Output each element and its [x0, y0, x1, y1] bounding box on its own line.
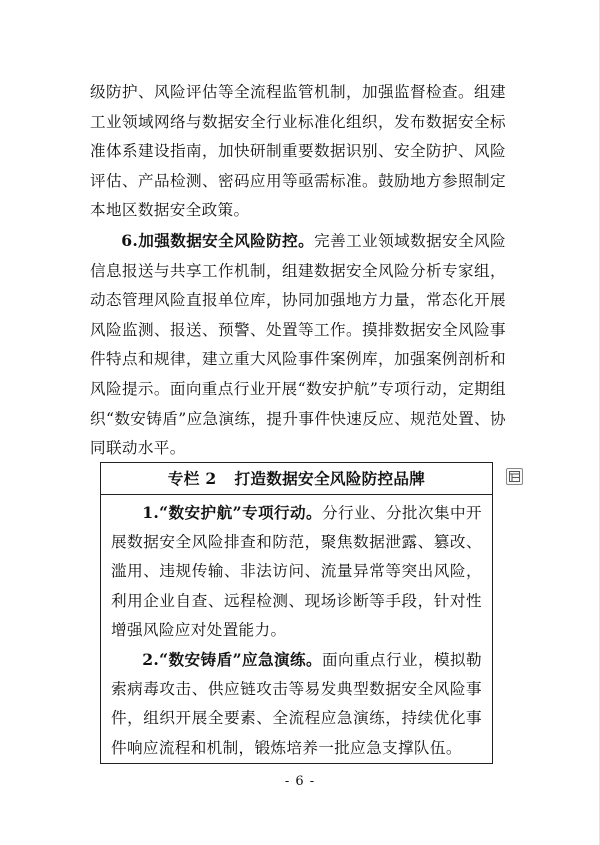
image-frame-icon-glyph	[509, 471, 520, 482]
page-number: - 6 -	[284, 774, 316, 789]
column-box-label: 专栏 2	[167, 469, 217, 488]
document-body	[90, 78, 506, 464]
body-paragraph-1: 级防护、风险评估等全流程监管机制，加强监督检查。组建工业领域网络与数据安全行业标准化组织，发布数据安全标准体系建设指南，加快研制重要数据识别、安全防护、风险评估、产品检测、密码应用等亟需标准。鼓励地方参照制定本地区数据安全政策。	[90, 83, 506, 220]
column-box	[100, 462, 493, 764]
image-frame-icon[interactable]	[506, 468, 523, 485]
section-heading-6: 6.加强数据安全风险防控。	[121, 230, 315, 250]
column-box-heading: 打造数据安全风险防控品牌	[234, 469, 426, 488]
column-item-1	[111, 498, 482, 645]
column-box-title	[101, 463, 492, 495]
column-item-1-text: 分行业、分批次集中开展数据安全风险排查和防范，聚焦数据泄露、篡改、滥用、违规传输、非法访问、流量异常等突出风险，利用企业自查、远程检测、现场诊断等手段，针对性增强风险应对处置能力。	[111, 504, 482, 639]
column-box-content	[101, 495, 492, 763]
section-text-6: 完善工业领域数据安全风险信息报送与共享工作机制，组建数据安全风险分析专家组，动态管理风险直报单位库，协同加强地方力量，常态化开展风险监测、报送、预警、处置等工作。摸排数据安全风险事件特点和规律，建立重大风险事件案例库，加强案例剖析和风险提示。面向重点行业开展“数安护航”专项行动，定期组织“数安铸盾”应急演练，提升事件快速反应、规范处置、协同联动水平。	[90, 231, 506, 458]
column-item-2-text: 面向重点行业，模拟勒索病毒攻击、供应链攻击等易发典型数据安全风险事件，组织开展全要素、全流程应急演练，持续优化事件响应流程和机制，锻炼培养一批应急支撑队伍。	[111, 651, 482, 757]
body-paragraph-2	[90, 226, 506, 464]
column-item-2-heading: 2.“数安铸盾”应急演练。	[142, 650, 322, 670]
column-item-2	[111, 645, 482, 763]
column-item-1-heading: 1.“数安护航”专项行动。	[142, 503, 322, 522]
